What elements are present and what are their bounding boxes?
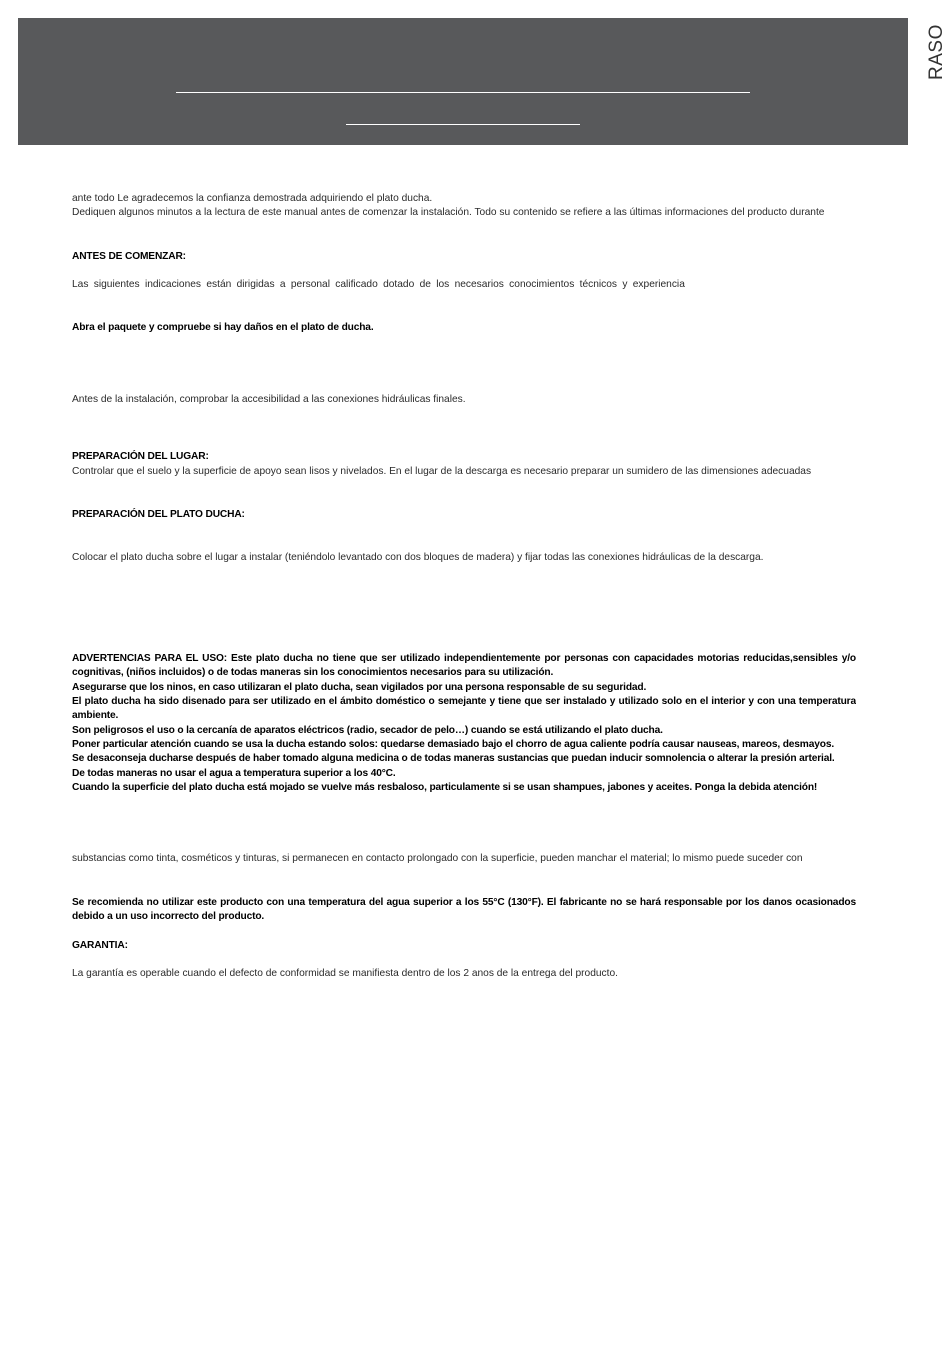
advertencias-line-temperatura: De todas maneras no usar el agua a temperatura superior a los 40°C. xyxy=(72,768,396,779)
substancias-text: substancias como tinta, cosméticos y tinturas, si permanecen en contacto prolongado con la superficie, pueden manchar el material; lo mismo puede suceder con xyxy=(72,853,803,864)
paquete-text: Abra el paquete y compruebe si hay daños en el plato de ducha. xyxy=(72,322,374,333)
advertencias-paragraph-ambito: El plato ducha ha sido disenado para ser utilizado en el ámbito doméstico o semejante y tiene que ser instalado y utilizado solo en el interior y con una temperatura ambiente. xyxy=(72,696,856,722)
intro-line-1: ante todo Le agradecemos la confianza demostrada adquiriendo el plato ducha. xyxy=(72,193,433,204)
advertencias-line-medicina: Se desaconseja ducharse después de haber tomado alguna medicina o de todas maneras sustancias que puedan inducir somnolencia o alterar la presión arterial. xyxy=(72,753,835,764)
antes-text: Las siguientes indicaciones están dirigidas a personal calificado dotado de los necesarios conocimientos técnicos y experiencia xyxy=(72,279,685,290)
header-subtitle-rule xyxy=(346,124,580,125)
header-band xyxy=(18,18,908,145)
section-title-garantia: GARANTIA: xyxy=(72,940,128,951)
plato-text: Colocar el plato ducha sobre el lugar a instalar (teniéndolo levantado con dos bloques de madera) y fijar todas las conexiones hidráulicas de la descarga. xyxy=(72,552,764,563)
advertencias-line-solos: Poner particular atención cuando se usa la ducha estando solos: quedarse demasiado bajo el chorro de agua caliente podría causar nauseas, mareos, desmayos. xyxy=(72,739,835,750)
section-title-lugar: PREPARACIÓN DEL LUGAR: xyxy=(72,451,209,462)
advertencias-line-resbaloso: Cuando la superficie del plato ducha está mojado se vuelve más resbaloso, particulamente si se usan shampues, jabones y aceites. Ponga la debida atención! xyxy=(72,782,818,793)
intro-line-2: Dediquen algunos minutos a la lectura de este manual antes de comenzar la instalación. Todo su contenido se refiere a las últimas informaciones del producto durante xyxy=(72,207,825,218)
temperatura-warning: Se recomienda no utilizar este producto con una temperatura del agua superior a los 55°C (130°F). El fabricante no se hará responsable por los danos ocasionados debido a un uso incorrecto del producto. xyxy=(72,897,856,923)
side-label: RASO xyxy=(926,24,947,80)
advertencias-paragraph-1: ADVERTENCIAS PARA EL USO: Este plato ducha no tiene que ser utilizado independientemente por personas con capacidades motorias reducidas,sensibles y/o cognitivas, (niños incluidos) o de todas maneras sin los conocimientos necesarios para su utilización. xyxy=(72,653,856,679)
garantia-text: La garantía es operable cuando el defecto de conformidad se manifiesta dentro de los 2 anos de la entrega del producto. xyxy=(72,968,618,979)
section-title-plato: PREPARACIÓN DEL PLATO DUCHA: xyxy=(72,509,245,520)
accesibilidad-text: Antes de la instalación, comprobar la accesibilidad a las conexiones hidráulicas finales. xyxy=(72,394,466,405)
section-title-antes: ANTES DE COMENZAR: xyxy=(72,251,186,262)
advertencias-line-ninos: Asegurarse que los ninos, en caso utilizaran el plato ducha, sean vigilados por una persona responsable de su seguridad. xyxy=(72,682,647,693)
advertencias-line-electricos: Son peligrosos el uso o la cercanía de aparatos eléctricos (radio, secador de pelo…) cuando se está utilizando el plato ducha. xyxy=(72,725,663,736)
header-title-rule xyxy=(176,92,750,93)
lugar-text: Controlar que el suelo y la superficie de apoyo sean lisos y nivelados. En el lugar de la descarga es necesario preparar un sumidero de las dimensiones adecuadas xyxy=(72,466,812,477)
